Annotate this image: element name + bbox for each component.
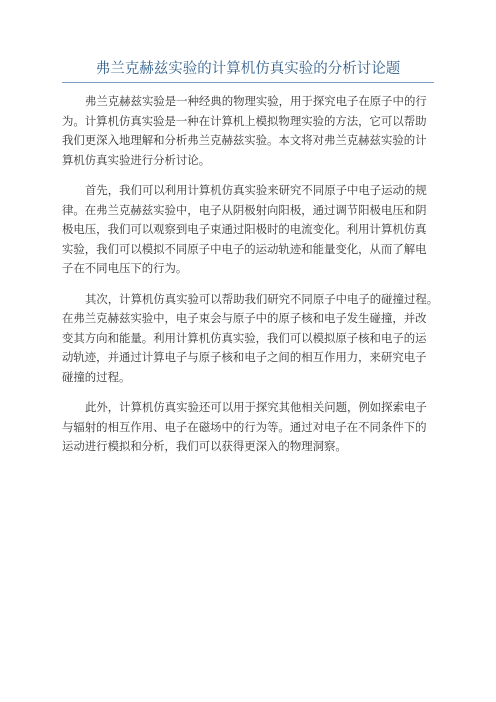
document-title: 弗兰克赫兹实验的计算机仿真实验的分析讨论题 (95, 61, 401, 77)
paragraph-line: 首先，我们可以利用计算机仿真实验来研究不同原子中电子运动的规 (85, 183, 427, 197)
document-body (62, 92, 442, 468)
paragraph-line: 在弗兰克赫兹实验中，电子束会与原子中的原子核和电子发生碰撞，并改 (62, 311, 427, 325)
paragraph-4 (62, 398, 442, 457)
paragraph-line: 此外，计算机仿真实验还可以用于探究其他相关问题，例如探索电子 (85, 400, 427, 414)
paragraph-line: 为。计算机仿真实验是一种在计算机上模拟物理实验的方法，它可以帮助 (62, 113, 427, 128)
paragraph-line: 极电压，我们可以观察到电子束通过阳极时的电流变化。利用计算机仿真 (62, 222, 427, 236)
paragraph-line: 碰撞的过程。 (62, 369, 131, 384)
paragraph-2 (62, 181, 442, 279)
paragraph-3 (62, 290, 442, 388)
paragraph-line: 子在不同电压下的行为。 (62, 261, 188, 275)
paragraph-line: 动轨迹，并通过计算电子与原子核和电子之间的相互作用力，来研究电子 (62, 350, 427, 364)
paragraph-line: 运动进行模拟和分析，我们可以获得更深入的物理洞察。 (62, 439, 347, 453)
paragraph-line: 弗兰克赫兹实验是一种经典的物理实验，用于探究电子在原子中的行 (85, 94, 427, 108)
paragraph-line: 算机仿真实验进行分析讨论。 (62, 152, 211, 167)
paragraph-line: 律。在弗兰克赫兹实验中，电子从阴极射向阳极，通过调节阳极电压和阴 (62, 202, 427, 217)
paragraph-1 (62, 92, 442, 170)
paragraph-line: 其次，计算机仿真实验可以帮助我们研究不同原子中电子的碰撞过程。 (85, 291, 439, 306)
title-underline (62, 82, 434, 83)
paragraph-line: 实验，我们可以模拟不同原子中电子的运动轨迹和能量变化，从而了解电 (62, 241, 427, 256)
paragraph-line: 与辐射的相互作用、电子在磁场中的行为等。通过对电子在不同条件下的 (62, 419, 427, 434)
paragraph-line: 我们更深入地理解和分析弗兰克赫兹实验。本文将对弗兰克赫兹实验的计 (62, 133, 427, 147)
paragraph-line: 变其方向和能量。利用计算机仿真实验，我们可以模拟原子核和电子的运 (62, 330, 427, 345)
